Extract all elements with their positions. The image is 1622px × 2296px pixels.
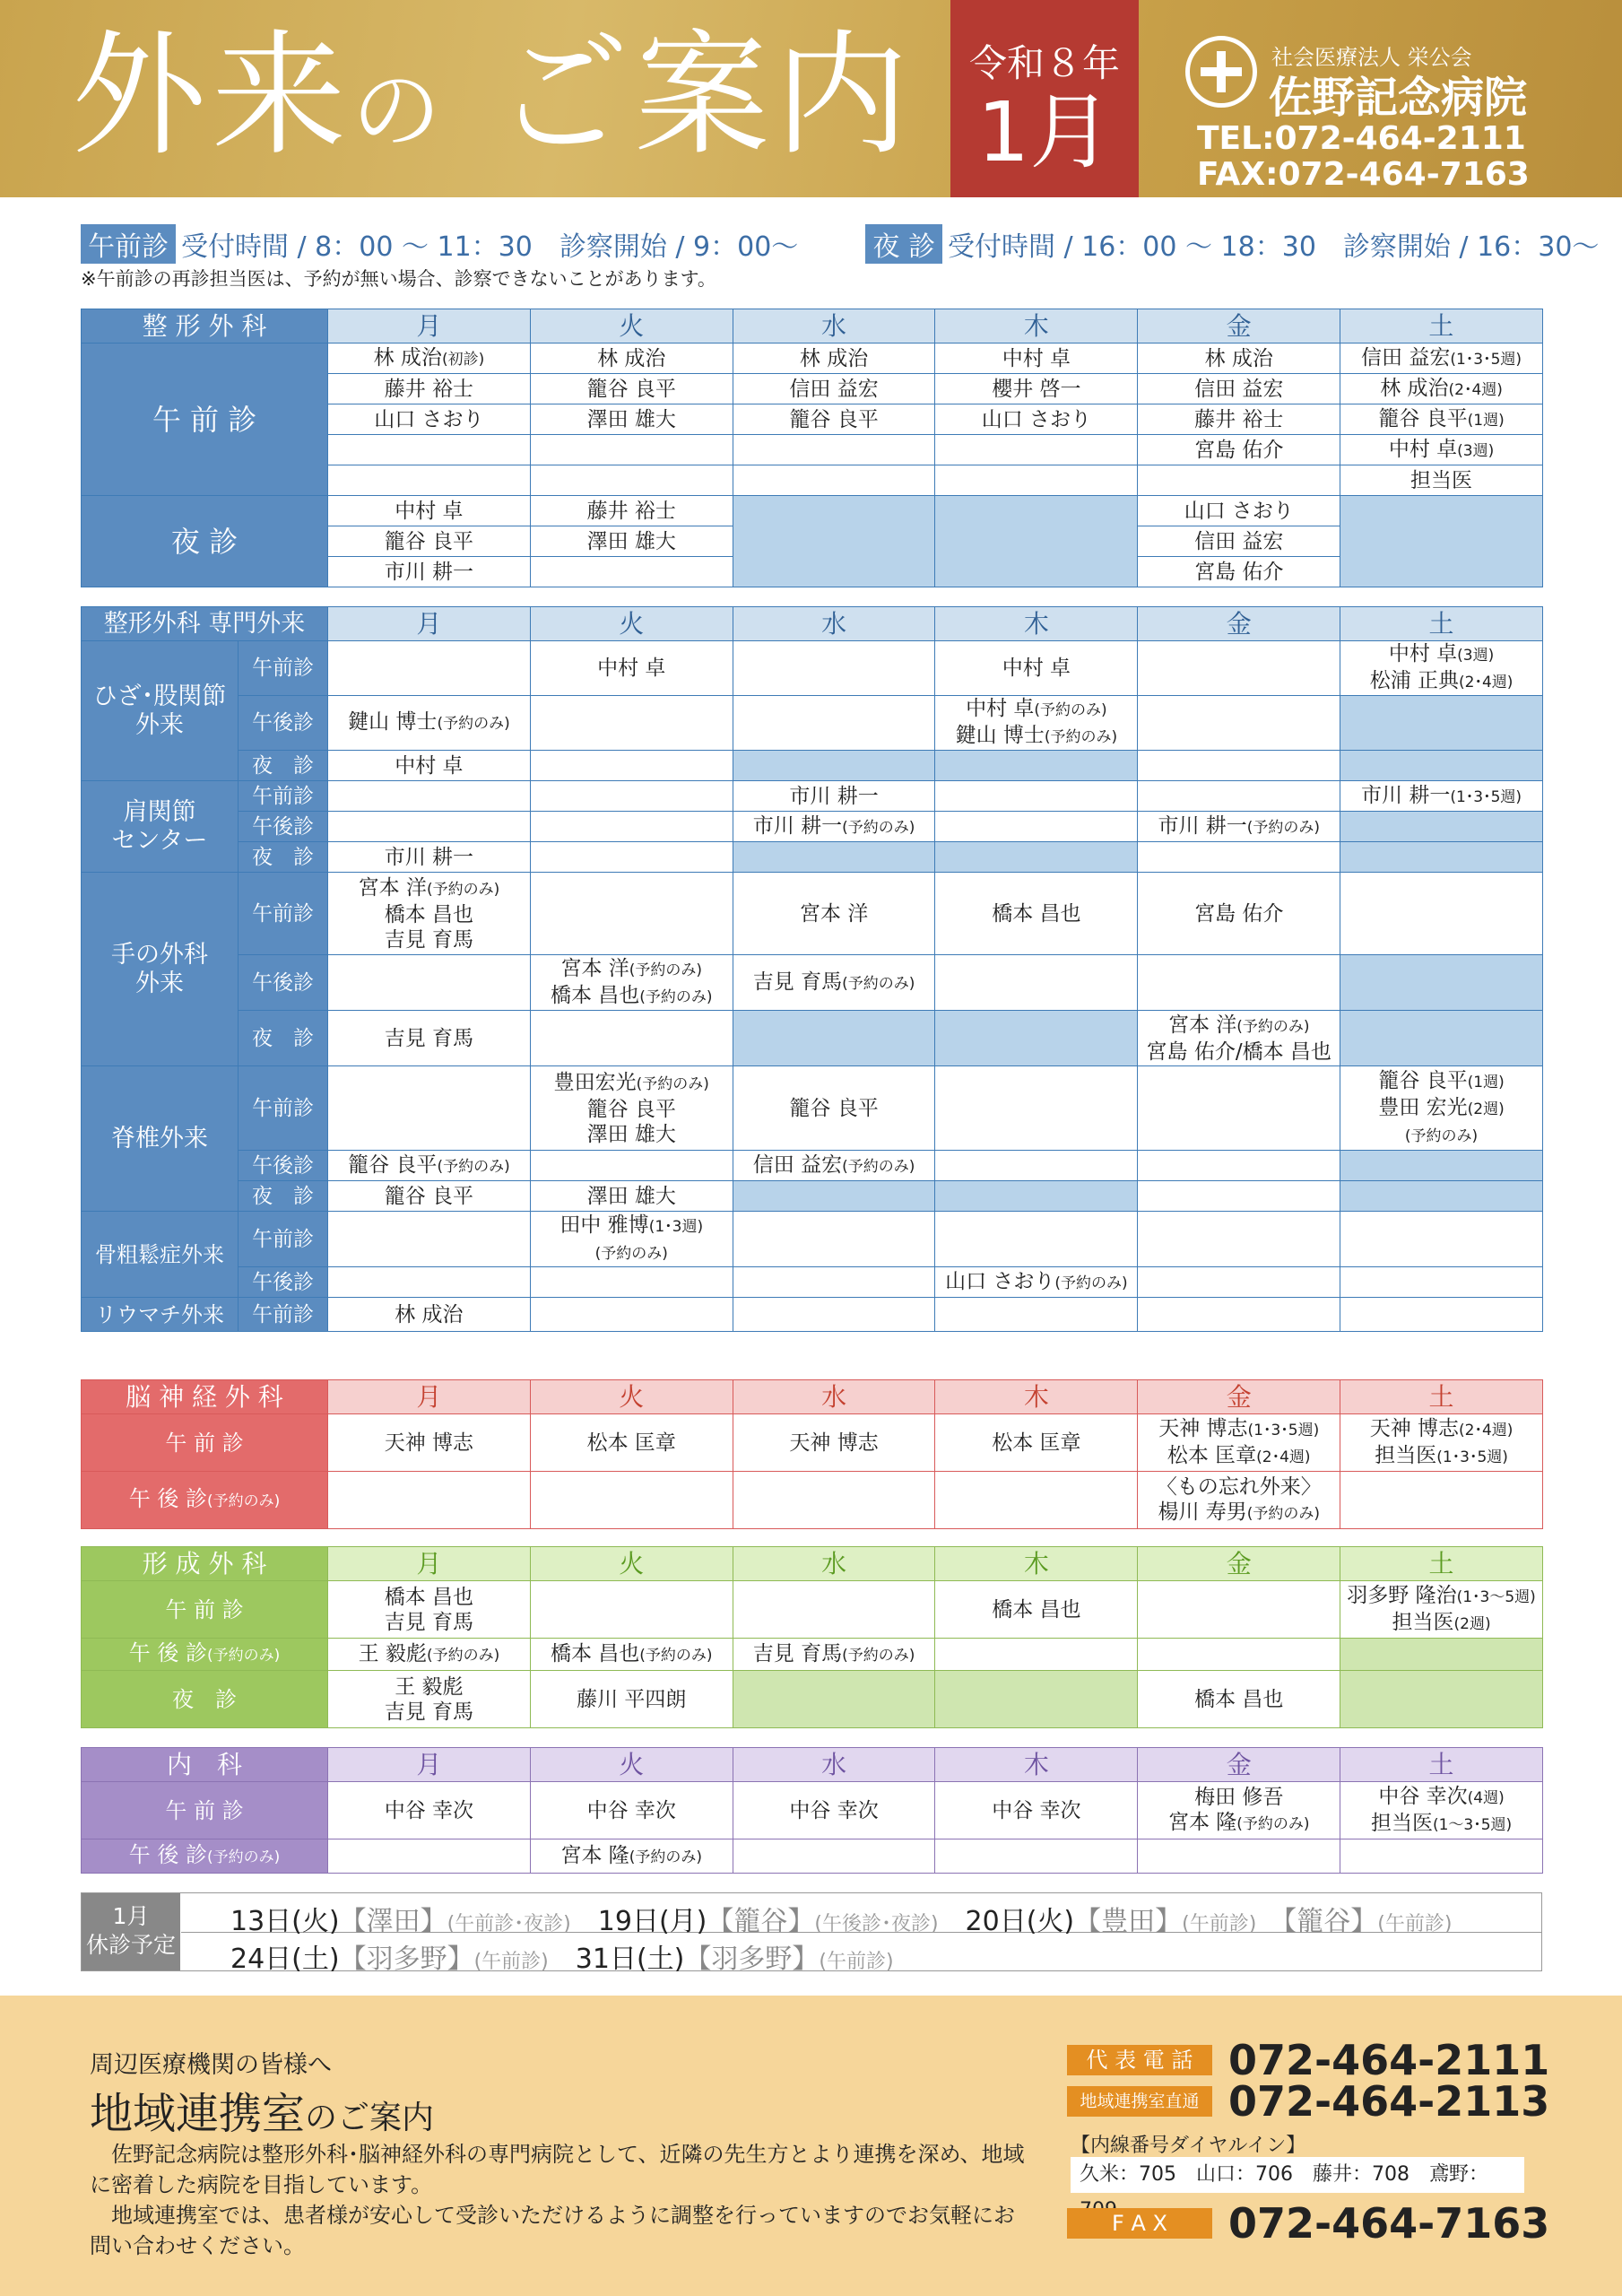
schedule-cell: 藤井 裕士 xyxy=(1138,404,1340,435)
schedule-cell xyxy=(733,1298,935,1332)
schedule-cell: 王 毅彪 吉見 育馬 xyxy=(328,1671,531,1728)
session-label: 午前診 xyxy=(239,781,328,812)
schedule-cell: 山口 さおり(予約のみ) xyxy=(935,1267,1138,1298)
session-label: 午 後 診(予約のみ) xyxy=(82,1639,328,1671)
session-label: 夜 診 xyxy=(239,842,328,873)
schedule-cell: 林 成治(初診) xyxy=(328,344,531,374)
schedule-cell: 豊田宏光(予約のみ) 籠谷 良平 澤田 雄大 xyxy=(530,1066,733,1151)
schedule-cell: 中谷 幸次 xyxy=(733,1782,935,1839)
ortho-pm-label: 夜 診 xyxy=(82,496,328,587)
section-title: 脳 神 経 外 科 xyxy=(82,1380,328,1414)
schedule-cell: 山口 さおり xyxy=(328,404,531,435)
schedule-cell: 信田 益宏 xyxy=(733,374,935,404)
schedule-cell: 藤井 裕士 xyxy=(530,496,733,526)
schedule-cell xyxy=(935,842,1138,873)
session-label: 午 後 診(予約のみ) xyxy=(82,1472,328,1529)
schedule-cell xyxy=(530,465,733,496)
schedule-cell: 担当医 xyxy=(1340,465,1543,496)
schedule-cell: 橋本 昌也 吉見 育馬 xyxy=(328,1581,531,1639)
schedule-cell xyxy=(328,781,531,812)
rep-phone-label: 代 表 電 話 xyxy=(1067,2045,1212,2075)
schedule-cell xyxy=(733,1581,935,1639)
hospital-name: 佐野記念病院 xyxy=(1269,73,1528,123)
schedule-cell: 中村 卓 xyxy=(328,496,531,526)
schedule-cell: 林 成治 xyxy=(530,344,733,374)
hospital-logo-icon xyxy=(1185,36,1257,108)
schedule-cell xyxy=(935,1011,1138,1066)
day-header: 木 xyxy=(935,1748,1138,1782)
schedule-cell xyxy=(1138,1581,1340,1639)
header-banner xyxy=(0,0,1622,197)
day-header: 木 xyxy=(935,607,1138,641)
schedule-cell: 山口 さおり xyxy=(935,404,1138,435)
schedule-cell xyxy=(935,1472,1138,1529)
schedule-cell xyxy=(1340,1671,1543,1728)
session-label: 夜 診 xyxy=(239,751,328,781)
holiday-line-2: 24日(土)【羽多野】(午前診) 31日(土)【羽多野】(午前診) xyxy=(230,1944,894,1975)
schedule-cell xyxy=(935,1066,1138,1151)
ortho-am-label: 午 前 診 xyxy=(82,344,328,496)
schedule-cell: 宮島 佑介 xyxy=(1138,435,1340,465)
schedule-cell xyxy=(1138,955,1340,1011)
day-header: 土 xyxy=(1340,1748,1543,1782)
schedule-cell xyxy=(935,1671,1138,1728)
extension-list: 久米：705 山口：706 藤井：708 鳶野： xyxy=(1071,2157,1524,2193)
ortho-am-table xyxy=(81,343,1543,496)
footer-title: 地域連携室のご案内 xyxy=(90,2089,435,2139)
neuro-table xyxy=(81,1379,1543,1529)
holiday-label: 1月 休診予定 xyxy=(82,1893,180,1970)
section-title: 内 科 xyxy=(82,1748,328,1782)
schedule-cell: 橋本 昌也 xyxy=(935,1581,1138,1639)
schedule-cell: 吉見 育馬 xyxy=(328,1011,531,1066)
ortho-pm-table xyxy=(81,495,1543,587)
session-label: 夜 診 xyxy=(239,1011,328,1066)
schedule-cell: 松本 匡章 xyxy=(935,1414,1138,1472)
session-label: 午前診 xyxy=(239,641,328,696)
schedule-cell xyxy=(328,812,531,842)
schedule-cell xyxy=(733,1671,935,1728)
schedule-cell: 籠谷 良平(予約のみ) xyxy=(328,1151,531,1181)
schedule-cell xyxy=(733,1472,935,1529)
schedule-cell xyxy=(935,465,1138,496)
schedule-cell: 澤田 雄大 xyxy=(530,1181,733,1212)
schedule-cell xyxy=(935,1151,1138,1181)
schedule-cell: 〈もの忘れ外来〉 楊川 寿男(予約のみ) xyxy=(1138,1472,1340,1529)
schedule-cell xyxy=(1340,873,1543,955)
session-label: 午前診 xyxy=(239,873,328,955)
schedule-cell xyxy=(530,1472,733,1529)
schedule-cell: 山口 さおり xyxy=(1138,496,1340,526)
schedule-cell: 天神 博志(1･3･5週) 松本 匡章(2･4週) xyxy=(1138,1414,1340,1472)
schedule-cell: 市川 耕一 xyxy=(328,842,531,873)
footer-body: 佐野記念病院は整形外科･脳神経外科の専門病院として、近隣の先生方とより連携を深め、地域に密着した病院を目指しています。 地域連携室では、患者様が安心して受診いただけるように調整を行っていますのでお気軽にお問い合わせください。 xyxy=(90,2142,1025,2258)
day-header: 月 xyxy=(328,607,531,641)
clinic-os-label: 骨粗鬆症外来 xyxy=(82,1212,239,1298)
schedule-cell: 籠谷 良平(1週) 豊田 宏光(2週) (予約のみ) xyxy=(1340,1066,1543,1151)
holiday-schedule xyxy=(81,1892,1542,1975)
footer-intro: 周辺医療機関の皆様へ xyxy=(90,2051,332,2079)
schedule-cell: 中村 卓 xyxy=(530,641,733,696)
schedule-cell xyxy=(328,1472,531,1529)
clinic-sh-label: 肩関節 センター xyxy=(82,781,239,873)
schedule-cell xyxy=(733,696,935,751)
schedule-cell xyxy=(530,557,733,587)
schedule-cell: 羽多野 隆治(1･3～5週) 担当医(2週) xyxy=(1340,1581,1543,1639)
page-title: 外来の ご案内 xyxy=(72,18,915,174)
schedule-cell xyxy=(328,1839,531,1874)
schedule-cell: 中村 卓(3週) xyxy=(1340,435,1543,465)
schedule-cell xyxy=(530,696,733,751)
schedule-cell: 天神 博志(2･4週) 担当医(1･3･5週) xyxy=(1340,1414,1543,1472)
schedule-cell xyxy=(935,1639,1138,1671)
schedule-cell: 宮島 佑介 xyxy=(1138,557,1340,587)
schedule-cell: 市川 耕一 xyxy=(328,557,531,587)
schedule-cell xyxy=(733,496,935,587)
schedule-cell xyxy=(1340,1151,1543,1181)
schedule-cell xyxy=(530,842,733,873)
schedule-cell xyxy=(1340,955,1543,1011)
day-header: 火 xyxy=(530,607,733,641)
schedule-cell: 籠谷 良平 xyxy=(733,404,935,435)
fax-label: F A X xyxy=(1067,2208,1212,2239)
schedule-cell: 中村 卓 xyxy=(328,751,531,781)
month-badge xyxy=(950,0,1139,197)
schedule-cell: 籠谷 良平 xyxy=(733,1066,935,1151)
special-clinic-table xyxy=(81,606,1543,1332)
schedule-cell xyxy=(733,1267,935,1298)
schedule-cell xyxy=(935,1212,1138,1267)
schedule-cell: 宮島 佑介 xyxy=(1138,873,1340,955)
day-header: 木 xyxy=(935,1547,1138,1581)
schedule-cell: 藤川 平四朗 xyxy=(530,1671,733,1728)
schedule-cell: 吉見 育馬(予約のみ) xyxy=(733,1639,935,1671)
schedule-cell xyxy=(530,751,733,781)
direct-phone-number[interactable]: 072-464-2113 xyxy=(1228,2077,1550,2126)
session-label: 午前診 xyxy=(239,1066,328,1151)
schedule-cell xyxy=(1138,1212,1340,1267)
schedule-cell: 天神 博志 xyxy=(328,1414,531,1472)
schedule-cell xyxy=(530,1581,733,1639)
schedule-cell xyxy=(1138,842,1340,873)
schedule-cell: 信田 益宏 xyxy=(1138,374,1340,404)
schedule-cell xyxy=(935,1298,1138,1332)
schedule-cell: 信田 益宏(1･3･5週) xyxy=(1340,344,1543,374)
schedule-cell: 中谷 幸次(4週) 担当医(1～3･5週) xyxy=(1340,1782,1543,1839)
schedule-cell xyxy=(1340,1212,1543,1267)
rep-phone-number[interactable]: 072-464-2111 xyxy=(1228,2036,1550,2084)
section-title: 形 成 外 科 xyxy=(82,1547,328,1581)
schedule-cell xyxy=(1138,1181,1340,1212)
session-label: 午 後 診(予約のみ) xyxy=(82,1839,328,1874)
schedule-cell: 橋本 昌也 xyxy=(935,873,1138,955)
schedule-cell xyxy=(530,1267,733,1298)
schedule-cell xyxy=(530,1011,733,1066)
schedule-cell: 鍵山 博士(予約のみ) xyxy=(328,696,531,751)
schedule-cell: 籠谷 良平 xyxy=(530,374,733,404)
session-label: 午前診 xyxy=(239,1212,328,1267)
schedule-cell xyxy=(1138,696,1340,751)
schedule-cell xyxy=(328,465,531,496)
schedule-cell: 松本 匡章 xyxy=(530,1414,733,1472)
schedule-cell xyxy=(935,496,1138,587)
schedule-cell: 信田 益宏 xyxy=(1138,526,1340,557)
internal-table xyxy=(81,1747,1543,1874)
schedule-cell: 吉見 育馬(予約のみ) xyxy=(733,955,935,1011)
schedule-cell: 藤井 裕士 xyxy=(328,374,531,404)
schedule-cell: 中谷 幸次 xyxy=(328,1782,531,1839)
plastic-table xyxy=(81,1546,1543,1728)
special-title: 整形外科 専門外来 xyxy=(82,607,328,641)
session-label: 午後診 xyxy=(239,955,328,1011)
day-header: 土 xyxy=(1340,1547,1543,1581)
schedule-cell xyxy=(1138,781,1340,812)
schedule-cell xyxy=(1340,812,1543,842)
session-label: 午前診 xyxy=(239,1298,328,1332)
schedule-cell xyxy=(1138,641,1340,696)
session-label: 午 前 診 xyxy=(82,1782,328,1839)
day-header: 水 xyxy=(733,1547,935,1581)
schedule-cell xyxy=(1138,1066,1340,1151)
schedule-cell xyxy=(1138,1267,1340,1298)
day-header: 月 xyxy=(328,1748,531,1782)
schedule-cell: 王 毅彪(予約のみ) xyxy=(328,1639,531,1671)
schedule-cell: 澤田 雄大 xyxy=(530,404,733,435)
schedule-cell xyxy=(1340,1472,1543,1529)
schedule-cell xyxy=(733,1212,935,1267)
schedule-cell xyxy=(1340,1639,1543,1671)
hours-info: 午前診 受付時間 / 8：00 ～ 11：30 診察開始 / 9：00～ 夜 診 受付時間 / 16：00 ～ 18：30 診察開始 / 16：30～ xyxy=(81,224,1599,264)
schedule-cell xyxy=(1138,1639,1340,1671)
era-label: 令和８年 xyxy=(968,41,1120,85)
schedule-cell xyxy=(935,751,1138,781)
schedule-cell xyxy=(935,955,1138,1011)
fax-number[interactable]: 072-464-7163 xyxy=(1228,2199,1550,2248)
day-header: 金 xyxy=(1138,1380,1340,1414)
schedule-cell xyxy=(733,1181,935,1212)
schedule-cell xyxy=(1138,1298,1340,1332)
schedule-cell: 橋本 昌也(予約のみ) xyxy=(530,1639,733,1671)
session-label: 午後診 xyxy=(239,1267,328,1298)
month-label: 1月 xyxy=(976,84,1113,180)
schedule-cell xyxy=(328,435,531,465)
session-label: 夜 診 xyxy=(82,1671,328,1728)
schedule-cell xyxy=(328,641,531,696)
session-label: 午後診 xyxy=(239,812,328,842)
schedule-cell: 林 成治(2･4週) xyxy=(1340,374,1543,404)
header-contact: TEL:072-464-2111 FAX:072-464-7163 xyxy=(1197,120,1530,193)
schedule-cell xyxy=(1340,696,1543,751)
schedule-cell xyxy=(1340,751,1543,781)
day-header: 金 xyxy=(1138,1748,1340,1782)
schedule-cell xyxy=(733,465,935,496)
schedule-cell xyxy=(935,1839,1138,1874)
schedule-cell xyxy=(530,1151,733,1181)
schedule-cell xyxy=(530,435,733,465)
schedule-cell xyxy=(530,781,733,812)
schedule-cell xyxy=(530,812,733,842)
schedule-cell: 中谷 幸次 xyxy=(530,1782,733,1839)
schedule-cell: 林 成治 xyxy=(733,344,935,374)
note-text: ※午前診の再診担当医は、予約が無い場合、診察できないことがあります。 xyxy=(81,268,716,290)
schedule-cell xyxy=(1138,1151,1340,1181)
schedule-cell: 信田 益宏(予約のみ) xyxy=(733,1151,935,1181)
ortho-table: 整 形 外 科 月 火 水 木 金 土 xyxy=(81,309,1543,344)
schedule-cell: 宮本 洋(予約のみ) 宮島 佑介/橋本 昌也 xyxy=(1138,1011,1340,1066)
session-label: 午 前 診 xyxy=(82,1581,328,1639)
schedule-cell: 中村 卓(予約のみ) 鍵山 博士(予約のみ) xyxy=(935,696,1138,751)
clinic-sp-label: 脊椎外来 xyxy=(82,1066,239,1212)
session-label: 午 前 診 xyxy=(82,1414,328,1472)
day-header: 土 xyxy=(1340,607,1543,641)
schedule-cell xyxy=(935,781,1138,812)
schedule-cell xyxy=(733,1839,935,1874)
schedule-cell xyxy=(328,1267,531,1298)
schedule-cell xyxy=(1138,1839,1340,1874)
session-label: 午後診 xyxy=(239,1151,328,1181)
holiday-line-1: 13日(火)【澤田】(午前診･夜診) 19日(月)【籠谷】(午後診･夜診) 20日(火)【豊田】(午前診) 【籠谷】(午前診) xyxy=(230,1906,1453,1937)
schedule-cell xyxy=(1138,465,1340,496)
schedule-cell xyxy=(733,435,935,465)
clinic-rh-label: リウマチ外来 xyxy=(82,1298,239,1332)
schedule-cell: 市川 耕一 xyxy=(733,781,935,812)
schedule-cell xyxy=(1138,751,1340,781)
schedule-cell xyxy=(733,842,935,873)
schedule-cell: 中村 卓 xyxy=(935,641,1138,696)
schedule-cell xyxy=(328,1066,531,1151)
clinic-knee-label: ひざ･股関節 外来 xyxy=(82,641,239,781)
schedule-cell: 澤田 雄大 xyxy=(530,526,733,557)
corp-name: 社会医療法人 栄公会 xyxy=(1271,45,1472,70)
day-header: 火 xyxy=(530,1748,733,1782)
schedule-cell: 宮本 洋(予約のみ) 橋本 昌也 吉見 育馬 xyxy=(328,873,531,955)
schedule-cell xyxy=(530,1298,733,1332)
schedule-cell: 中谷 幸次 xyxy=(935,1782,1138,1839)
schedule-cell xyxy=(1340,1839,1543,1874)
schedule-cell xyxy=(1340,496,1543,587)
schedule-cell: 宮本 洋(予約のみ) 橋本 昌也(予約のみ) xyxy=(530,955,733,1011)
schedule-cell xyxy=(1340,842,1543,873)
schedule-cell: 市川 耕一(予約のみ) xyxy=(733,812,935,842)
day-header: 月 xyxy=(328,1547,531,1581)
session-label: 夜 診 xyxy=(239,1181,328,1212)
schedule-cell: 宮本 隆(予約のみ) xyxy=(530,1839,733,1874)
day-header: 土 xyxy=(1340,1380,1543,1414)
schedule-cell xyxy=(328,1212,531,1267)
schedule-cell: 籠谷 良平 xyxy=(328,526,531,557)
direct-phone-label: 地域連携室直通 xyxy=(1067,2086,1212,2117)
schedule-cell: 籠谷 良平(1週) xyxy=(1340,404,1543,435)
schedule-cell: 中村 卓 xyxy=(935,344,1138,374)
schedule-cell xyxy=(733,1011,935,1066)
schedule-cell xyxy=(530,873,733,955)
schedule-cell: 市川 耕一(1･3･5週) xyxy=(1340,781,1543,812)
day-header: 水 xyxy=(733,607,935,641)
session-label: 午後診 xyxy=(239,696,328,751)
schedule-cell: 梅田 修吾 宮本 隆(予約のみ) xyxy=(1138,1782,1340,1839)
schedule-cell xyxy=(1340,1011,1543,1066)
schedule-cell: 市川 耕一(予約のみ) xyxy=(1138,812,1340,842)
schedule-cell: 橋本 昌也 xyxy=(1138,1671,1340,1728)
schedule-cell: 宮本 洋 xyxy=(733,873,935,955)
schedule-cell xyxy=(733,751,935,781)
schedule-cell: 天神 博志 xyxy=(733,1414,935,1472)
schedule-cell: 林 成治 xyxy=(1138,344,1340,374)
schedule-cell: 田中 雅博(1･3週) (予約のみ) xyxy=(530,1212,733,1267)
schedule-cell xyxy=(1340,1181,1543,1212)
day-header: 月 xyxy=(328,1380,531,1414)
schedule-cell: 林 成治 xyxy=(328,1298,531,1332)
day-header: 火 xyxy=(530,1380,733,1414)
day-header: 金 xyxy=(1138,607,1340,641)
extension-title: 【内線番号ダイヤルイン】 xyxy=(1071,2135,1306,2157)
schedule-cell xyxy=(1340,1267,1543,1298)
schedule-cell: 櫻井 啓一 xyxy=(935,374,1138,404)
schedule-cell xyxy=(935,812,1138,842)
day-header: 水 xyxy=(733,1748,935,1782)
day-header: 木 xyxy=(935,1380,1138,1414)
schedule-cell xyxy=(328,955,531,1011)
schedule-cell: 籠谷 良平 xyxy=(328,1181,531,1212)
schedule-cell xyxy=(935,435,1138,465)
schedule-cell xyxy=(733,641,935,696)
day-header: 水 xyxy=(733,1380,935,1414)
day-header: 火 xyxy=(530,1547,733,1581)
clinic-hand-label: 手の外科 外来 xyxy=(82,873,239,1066)
schedule-cell xyxy=(1340,1298,1543,1332)
schedule-cell xyxy=(935,1181,1138,1212)
schedule-cell: 中村 卓(3週) 松浦 正典(2･4週) xyxy=(1340,641,1543,696)
day-header: 金 xyxy=(1138,1547,1340,1581)
